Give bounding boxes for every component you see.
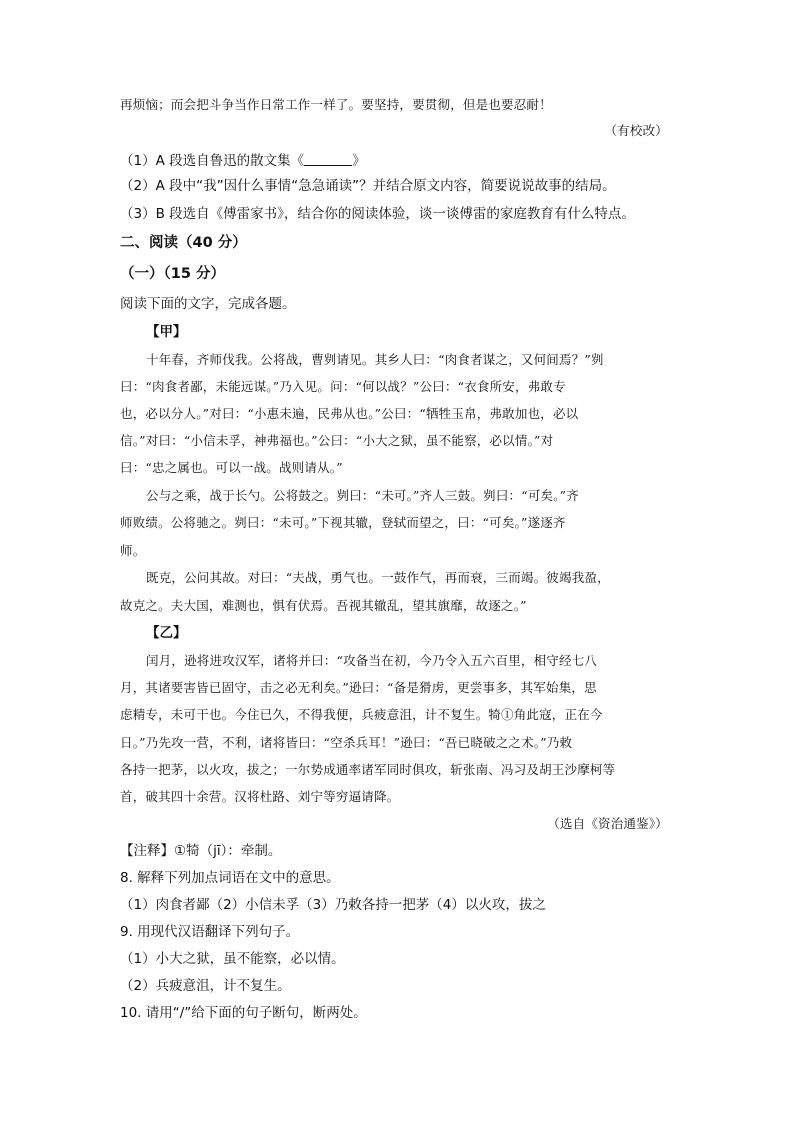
question-3: （3）B 段选自《傅雷家书》，结合你的阅读体验，谈一谈傅雷的家庭教育有什么特点。	[120, 206, 635, 222]
passage-jia-line: 曰：“肉食者鄙，未能远谋。”乃入见。问：“何以战？”公曰：“衣食所安，弗敢专	[120, 379, 566, 394]
question-9-item-1: （1）小大之狱，虽不能察，必以情。	[120, 951, 345, 967]
passage-jia-line: 故克之。夫大国，难测也，惧有伏焉。吾视其辙乱，望其旗靡，故逐之。”	[120, 598, 527, 613]
instruction-text: 阅读下面的文字，完成各题。	[120, 296, 296, 312]
question-2: （2）A 段中“我”因什么事情“急急诵读”？并结合原文内容，简要说说故事的结局。	[120, 178, 616, 194]
passage-jia-line: 师败绩。公将驰之。刿曰：“未可。”下视其辙，登轼而望之，曰：“可矣。”遂逐齐	[120, 515, 566, 530]
passage-yi-line: 闰月，逊将进攻汉军，诸将并曰：“攻备当在初，今乃令入五六百里，相守经七八	[146, 653, 598, 668]
subsection-title: （一）（15 分）	[120, 266, 225, 282]
passage-yi-line: 首，破其四十余营。汉将杜路、刘宁等穷逼请降。	[120, 789, 400, 804]
question-8-title: 8. 解释下列加点词语在文中的意思。	[120, 870, 340, 886]
passage-jia-line: 十年春，齐师伐我。公将战，曹刿请见。其乡人曰：“肉食者谋之，又何间焉？”刿	[146, 352, 604, 367]
passage-yi-line: 虑精专，未可干也。今住已久，不得我便，兵疲意沮，计不复生。犄①角此寇，正在今	[120, 707, 603, 722]
annotation-note: 【注释】①犄（jī）：牵制。	[120, 843, 282, 859]
question-8-items: （1）肉食者鄙（2）小信未孚（3）乃敕各持一把茅（4）以火攻，拔之	[120, 897, 546, 913]
answer-blank	[304, 153, 352, 166]
question-1	[120, 153, 366, 169]
question-1-text: （1）A 段选自鲁迅的散文集《	[120, 153, 305, 169]
question-1-close: 》	[352, 153, 366, 169]
passage-jia-line: 信。”对曰：“小信未孚，神弗福也。”公曰：“小大之狱，虽不能察，必以情。”对	[120, 433, 554, 448]
passage-yi-line: 日。”乃先攻一营，不利，诸将皆曰：“空杀兵耳！”逊曰：“吾已晓破之之术。”乃敕	[120, 735, 573, 750]
passage-jia-line: 既克，公问其故。对曰：“夫战，勇气也。一鼓作气，再而衰，三而竭。彼竭我盈，	[146, 570, 610, 585]
question-9-item-2: （2）兵疲意沮，计不复生。	[120, 978, 291, 994]
passage-jia-line: 师。	[120, 543, 146, 558]
passage-jia-line: 公与之乘，战于长勺。公将鼓之。刿曰：“未可。”齐人三鼓。刿曰：“可矣。”齐	[146, 488, 579, 503]
intro-source-note: （有校改）	[604, 123, 668, 138]
question-10-title: 10. 请用“/”给下面的句子断句，断两处。	[120, 1005, 367, 1021]
question-9-title: 9. 用现代汉语翻译下列句子。	[120, 924, 300, 940]
passage-yi-line: 各持一把茅，以火攻，拔之；一尔势成通率诸军同时俱攻，斩张南、冯习及胡王沙摩柯等	[120, 762, 616, 777]
passage-jia-label: 【甲】	[146, 324, 187, 340]
passage-jia-line: 曰：“忠之属也。可以一战。战则请从。”	[120, 460, 343, 475]
passage-yi-label: 【乙】	[146, 625, 187, 641]
passage-jia-line: 也，必以分人。”对曰：“小惠未遍，民弗从也。”公曰：“牺牲玉帛，弗敢加也，必以	[120, 406, 579, 421]
passage-yi-line: 月，其诸要害皆已固守，击之必无利矣。”逊曰：“备是猾虏，更尝事多，其军始集，思	[120, 680, 597, 695]
passage-yi-source: （选自《资治通鉴》）	[547, 816, 668, 831]
intro-tail-text: 再烦恼；而会把斗争当作日常工作一样了。要坚持，要贯彻，但是也要忍耐！	[120, 97, 552, 112]
section-title: 二、阅读（40 分）	[120, 235, 247, 251]
